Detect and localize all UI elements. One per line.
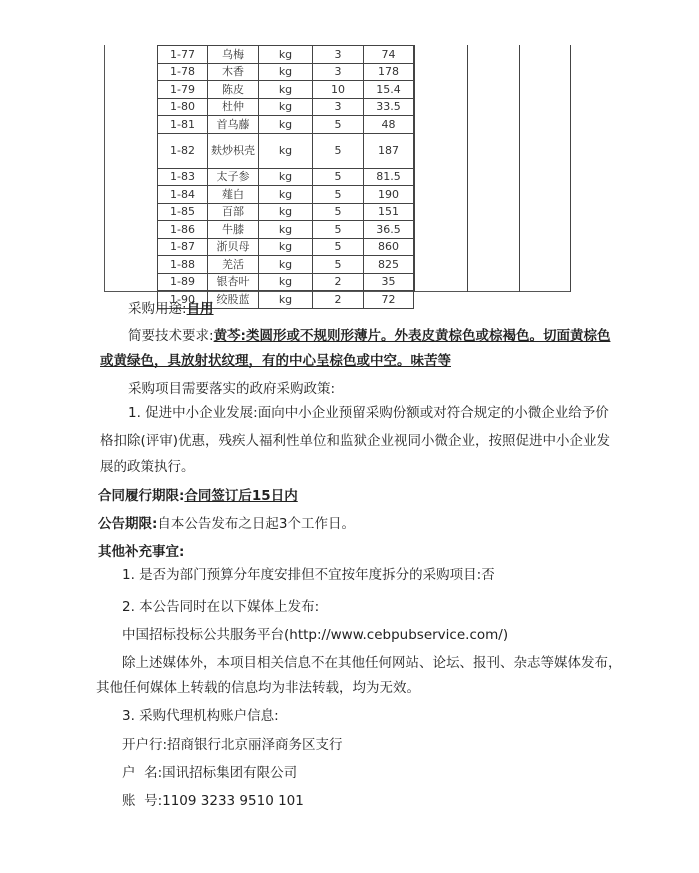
table-row	[158, 63, 414, 81]
table-column-line	[570, 45, 571, 292]
cell-no: 1-86	[158, 221, 208, 239]
cell-no: 1-84	[158, 186, 208, 204]
table-row	[158, 133, 414, 168]
cell-unit: kg	[259, 238, 313, 256]
cell-unit: kg	[259, 203, 313, 221]
cell-qty: 5	[313, 116, 364, 134]
tech-value-1: 黄芩:类圆形或不规则形薄片。外表皮黄棕色或棕褐色。切面黄棕色	[213, 328, 611, 344]
cell-unit: kg	[259, 168, 313, 186]
contract-label: 合同履行期限:	[98, 488, 185, 504]
other-item-3: 3. 采购代理机构账户信息:	[122, 708, 279, 724]
tech-label: 简要技术要求:	[128, 328, 214, 344]
cell-no: 1-80	[158, 98, 208, 116]
table-column-line	[467, 45, 468, 292]
cell-name: 首乌藤	[208, 116, 259, 134]
cell-no: 1-77	[158, 46, 208, 64]
other-item-1: 1. 是否为部门预算分年度安排但不宜按年度拆分的采购项目:否	[122, 567, 495, 583]
cell-no: 1-88	[158, 256, 208, 274]
cell-price: 35	[364, 273, 414, 291]
contract-value: 合同签订后15日内	[184, 488, 298, 504]
cell-no: 1-82	[158, 133, 208, 168]
cell-qty: 3	[313, 63, 364, 81]
cell-no: 1-85	[158, 203, 208, 221]
cell-price: 36.5	[364, 221, 414, 239]
cell-qty: 10	[313, 81, 364, 99]
tech-line-2	[100, 352, 451, 370]
cell-qty: 2	[313, 273, 364, 291]
cell-name: 百部	[208, 203, 259, 221]
policy-line-2: 格扣除(评审)优惠，残疾人福利性单位和监狱企业视同小微企业，按照促进中小企业发	[100, 433, 611, 449]
table-row	[158, 203, 414, 221]
cell-price: 151	[364, 203, 414, 221]
cell-no: 1-81	[158, 116, 208, 134]
platform-line: 中国招标投标公共服务平台(http://www.cebpubservice.com/)	[122, 627, 509, 643]
cell-qty: 2	[313, 291, 364, 309]
notice-value: 自本公告发布之日起3个工作日。	[157, 516, 355, 532]
table-row	[158, 98, 414, 116]
cell-no: 1-90	[158, 291, 208, 309]
disclaimer-line-2: 其他任何媒体上转载的信息均为非法转载，均为无效。	[96, 680, 420, 696]
tech-line-1	[128, 327, 610, 345]
cell-qty: 3	[313, 98, 364, 116]
table-row	[158, 273, 414, 291]
cell-unit: kg	[259, 46, 313, 64]
purpose-label: 采购用途:	[128, 301, 187, 317]
cell-price: 48	[364, 116, 414, 134]
items-table	[157, 45, 414, 309]
purpose-line	[128, 300, 214, 318]
cell-name: 木香	[208, 63, 259, 81]
cell-unit: kg	[259, 63, 313, 81]
cell-no: 1-87	[158, 238, 208, 256]
cell-price: 178	[364, 63, 414, 81]
cell-price: 190	[364, 186, 414, 204]
cell-qty: 5	[313, 186, 364, 204]
cell-name: 麸炒枳壳	[208, 133, 259, 168]
other-item-2: 2. 本公告同时在以下媒体上发布:	[122, 599, 320, 615]
table-row	[158, 221, 414, 239]
cell-price: 33.5	[364, 98, 414, 116]
cell-price: 74	[364, 46, 414, 64]
notice-line	[98, 515, 355, 533]
cell-qty: 5	[313, 203, 364, 221]
table-row	[158, 168, 414, 186]
cell-qty: 5	[313, 168, 364, 186]
cell-price: 825	[364, 256, 414, 274]
contract-line	[98, 487, 298, 505]
cell-unit: kg	[259, 186, 313, 204]
notice-label: 公告期限:	[98, 516, 158, 532]
table-column-line	[414, 45, 415, 292]
other-title: 其他补充事宜:	[98, 544, 185, 560]
cell-price: 860	[364, 238, 414, 256]
cell-name: 绞股蓝	[208, 291, 259, 309]
cell-name: 银杏叶	[208, 273, 259, 291]
cell-unit: kg	[259, 116, 313, 134]
cell-no: 1-83	[158, 168, 208, 186]
cell-name: 浙贝母	[208, 238, 259, 256]
cell-qty: 5	[313, 256, 364, 274]
cell-qty: 3	[313, 46, 364, 64]
policy-line-1: 1. 促进中小企业发展:面向中小企业预留采购份额或对符合规定的小微企业给予价	[128, 405, 609, 421]
cell-name: 牛膝	[208, 221, 259, 239]
cell-no: 1-79	[158, 81, 208, 99]
tech-value-2: 或黄绿色，具放射状纹理，有的中心呈棕色或中空。味苦等	[100, 353, 451, 369]
cell-name: 乌梅	[208, 46, 259, 64]
cell-qty: 5	[313, 238, 364, 256]
cell-no: 1-78	[158, 63, 208, 81]
table-outer-left-border	[104, 45, 105, 292]
table-row	[158, 238, 414, 256]
cell-name: 羌活	[208, 256, 259, 274]
cell-name: 杜仲	[208, 98, 259, 116]
cell-no: 1-89	[158, 273, 208, 291]
cell-unit: kg	[259, 81, 313, 99]
table-row	[158, 81, 414, 99]
account-number-line: 账 号:1109 3233 9510 101	[122, 793, 304, 809]
cell-unit: kg	[259, 133, 313, 168]
cell-name: 陈皮	[208, 81, 259, 99]
table-row	[158, 256, 414, 274]
cell-name: 太子参	[208, 168, 259, 186]
account-name-line: 户 名:国讯招标集团有限公司	[122, 765, 298, 781]
cell-price: 15.4	[364, 81, 414, 99]
table-row	[158, 116, 414, 134]
disclaimer-line-1: 除上述媒体外，本项目相关信息不在其他任何网站、论坛、报刊、杂志等媒体发布，	[122, 655, 622, 671]
cell-qty: 5	[313, 133, 364, 168]
table-column-line	[519, 45, 520, 292]
bank-line: 开户行:招商银行北京丽泽商务区支行	[122, 737, 343, 753]
cell-price: 81.5	[364, 168, 414, 186]
policy-line-3: 展的政策执行。	[100, 459, 195, 475]
cell-unit: kg	[259, 256, 313, 274]
table-row	[158, 186, 414, 204]
cell-price: 187	[364, 133, 414, 168]
purpose-value: 自用	[186, 301, 214, 317]
cell-price: 72	[364, 291, 414, 309]
cell-unit: kg	[259, 221, 313, 239]
table-row	[158, 46, 414, 64]
cell-qty: 5	[313, 221, 364, 239]
cell-unit: kg	[259, 273, 313, 291]
cell-name: 薤白	[208, 186, 259, 204]
cell-unit: kg	[259, 291, 313, 309]
policy-title: 采购项目需要落实的政府采购政策:	[128, 381, 336, 397]
cell-unit: kg	[259, 98, 313, 116]
